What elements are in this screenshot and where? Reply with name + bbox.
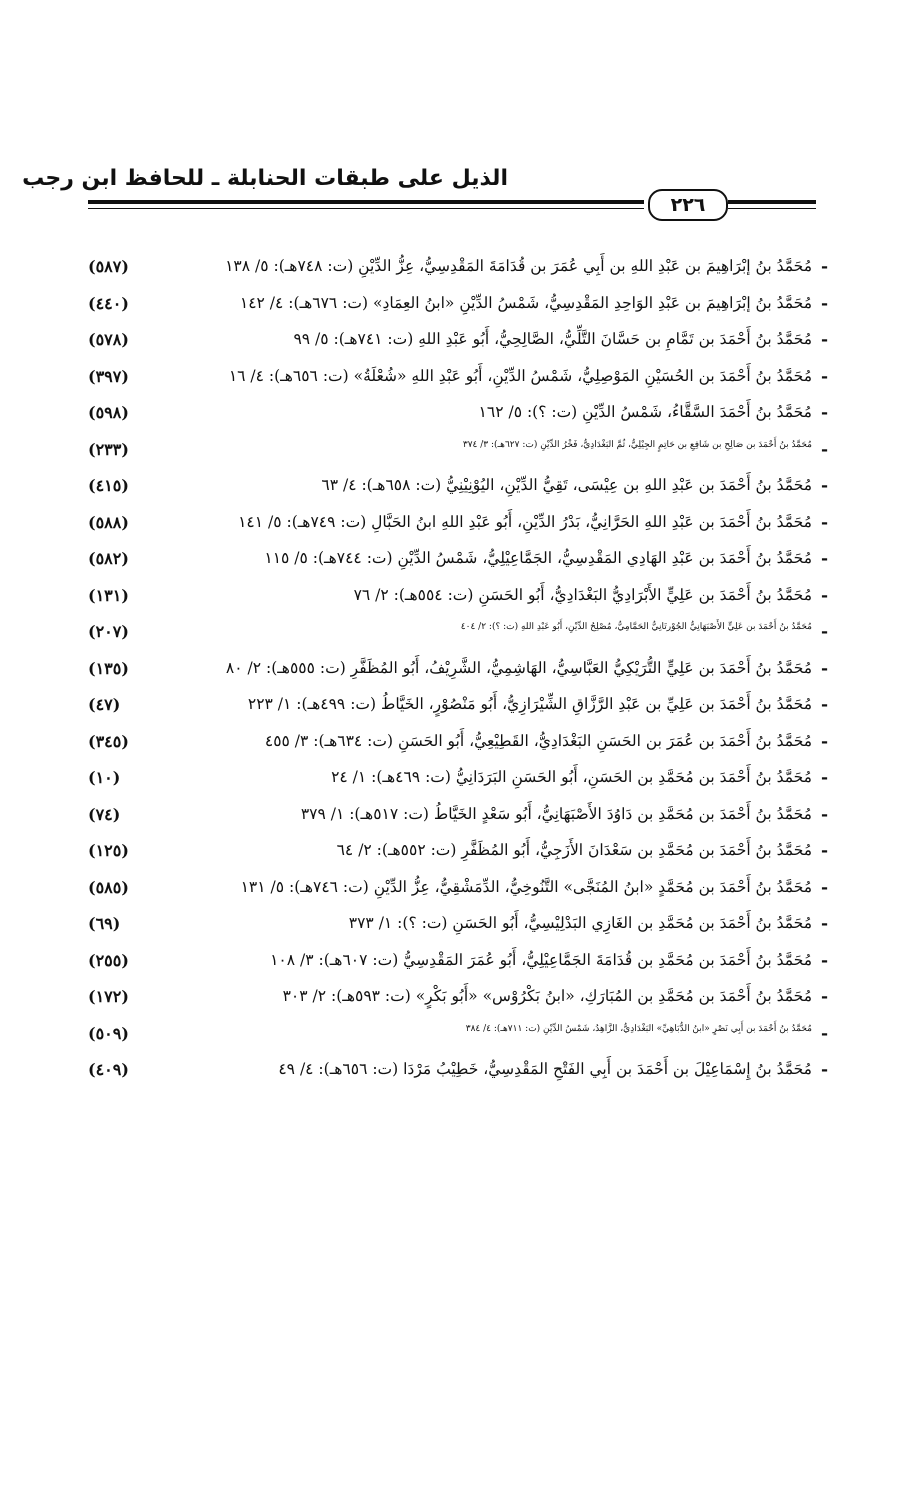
entry-number: (٥٨٥) bbox=[88, 877, 129, 897]
index-entries bbox=[88, 255, 828, 1095]
header-rule-thin bbox=[88, 208, 644, 209]
entry-number: (٣٩٧) bbox=[88, 366, 129, 386]
entry-bullet: - bbox=[820, 841, 828, 861]
index-entry bbox=[88, 693, 828, 730]
entry-text: مُحَمَّدُ بنُ إبْرَاهِيمَ بن عَبْدِ الوَاحِدِ المَقْدِسِيُّ، شَمْسُ الدِّيْنِ «ابنُ العِمَادِ» (ت: ٦٧٦هـ): ٤/ ١٤٢ bbox=[239, 293, 812, 312]
index-entry bbox=[88, 730, 828, 767]
index-entry bbox=[88, 365, 828, 402]
entry-bullet: - bbox=[820, 585, 828, 606]
entry-bullet: - bbox=[820, 293, 828, 314]
entry-number: (١٣٥) bbox=[88, 658, 129, 678]
entry-bullet: - bbox=[820, 439, 828, 460]
index-entry bbox=[88, 584, 828, 621]
entry-number: (٤١٥) bbox=[88, 476, 129, 495]
index-entry bbox=[88, 803, 828, 840]
entry-bullet: - bbox=[820, 366, 828, 387]
entry-text: مُحَمَّدُ بنُ أَحْمَدَ بن عَلِيِّ بن عَبْدِ الرَّزَّاقِ الشِّيْرَازِيُّ، أَبُو مَنْصُوْرٍ، الخَيَّاطُ (ت: ٤٩٩هـ): ١/ ٢٢٣ bbox=[247, 695, 812, 713]
entry-bullet: - bbox=[820, 257, 828, 277]
index-entry bbox=[88, 328, 828, 365]
entry-text: مُحَمَّدُ بنُ أَحْمَدَ بن مُحَمَّدِ بن الحَسَنِ، أَبُو الحَسَنِ البَرَدَانِيُّ (ت: ٤٦٩هـ): ١/ ٢٤ bbox=[331, 768, 812, 786]
entry-text: مُحَمَّدُ بنُ أَحْمَدَ بن مُحَمَّدِ بن المُبَارَكِ، «ابنُ بَكْرُوْس» «أَبُو بَكْرٍ» (ت: ٥٩٣هـ): ٢/ ٣٠٣ bbox=[282, 987, 812, 1005]
entry-bullet: - bbox=[820, 658, 828, 679]
entry-text: مُحَمَّدُ بنُ أَحْمَدَ بن عَلِيٍّ الأَصْبَهَانِيُّ الجُوْرتَانِيُّ الحَمَّامِيُّ، مُصْلِحُ الدِّيْنِ، أَبُو عَبْدِ اللهِ (ت: ؟): ٢/ ٤٠٤ bbox=[460, 622, 812, 632]
entry-bullet: - bbox=[820, 768, 828, 788]
entry-bullet: - bbox=[820, 1023, 828, 1044]
entry-number: (٢٣٣) bbox=[88, 439, 129, 459]
entry-number: (٢٠٧) bbox=[88, 622, 129, 641]
index-entry bbox=[88, 657, 828, 694]
entry-number: (٧٤) bbox=[88, 804, 121, 824]
entry-number: (٤٤٠) bbox=[88, 293, 129, 313]
entry-text: مُحَمَّدُ بنُ أَحْمَدَ بن الحُسَيْنِ المَوْصِلِيُّ، شَمْسُ الدِّيْنِ، أَبُو عَبْدِ اللهِ «شُعْلَةُ» (ت: ٦٥٦هـ): ٤/ ١٦ bbox=[228, 366, 812, 385]
entry-bullet: - bbox=[820, 877, 828, 898]
index-entry bbox=[88, 401, 828, 438]
entry-text: مُحَمَّدُ بنُ أَحْمَدَ بن مُحَمَّدِ بن قُدَامَةَ الجَمَّاعِيْلِيُّ، أَبُو عُمَرَ المَقْدِسِيُّ (ت: ٦٠٧هـ): ٣/ ١٠٨ bbox=[270, 950, 812, 969]
entry-number: (٥٧٨) bbox=[88, 330, 129, 349]
index-entry bbox=[88, 292, 828, 329]
entry-number: (٥٠٩) bbox=[88, 1023, 129, 1043]
page-number: ٢٢٦ bbox=[648, 189, 728, 221]
entry-text: مُحَمَّدُ بنُ أَحْمَدَ بن مُحَمَّدِ بن سَعْدَانَ الأَزَجِيُّ، أَبُو المُظَفَّرِ (ت: ٥٥٢هـ): ٢/ ٦٤ bbox=[336, 841, 812, 859]
entry-text: مُحَمَّدُ بنُ أَحْمَدَ بن عُمَرَ بن الحَسَنِ البَغْدَادِيُّ، القَطِيْعِيُّ، أَبُو الحَسَنِ (ت: ٦٣٤هـ): ٣/ ٤٥٥ bbox=[264, 731, 812, 750]
index-entry bbox=[88, 547, 828, 584]
entry-bullet: - bbox=[820, 695, 828, 715]
entry-number: (١٢٥) bbox=[88, 841, 129, 860]
entry-text: مُحَمَّدُ بنُ أَحْمَدَ بن مُحَمَّدٍ «ابنُ المُنَجَّى» التَّنُوخِيُّ، الدِّمَشْقِيُّ، عِزُّ الدِّيْنِ (ت: ٧٤٦هـ): ٥/ ١٣١ bbox=[240, 877, 812, 896]
entry-bullet: - bbox=[820, 804, 828, 825]
index-entry bbox=[88, 876, 828, 913]
entry-text: مُحَمَّدُ بنُ إبْرَاهِيمَ بن عَبْدِ اللهِ بن أَبِي عُمَرَ بن قُدَامَةَ المَقْدِسِيُّ، عِزُّ الدِّيْنِ (ت: ٧٤٨هـ): ٥/ ١٣٨ bbox=[225, 257, 812, 275]
index-entry bbox=[88, 1058, 828, 1095]
entry-number: (٥٩٨) bbox=[88, 403, 129, 422]
entry-number: (٢٥٥) bbox=[88, 950, 129, 970]
entry-text: مُحَمَّدُ بنُ أَحْمَدَ بن مُحَمَّدِ بن الغَازِي البَدْلِيْسِيُّ، أَبُو الحَسَنِ (ت: ؟): ١/ ٣٧٣ bbox=[348, 914, 812, 932]
header-rule bbox=[88, 200, 644, 204]
page-header bbox=[22, 162, 828, 222]
entry-text: مُحَمَّدُ بنُ أَحْمَدَ بن أَبِي نَصْرٍ «ابنُ الدُّبَاهِيِّ» البَغْدَادِيُّ، الزَّاهِدُ، شَمْسُ الدِّيْنِ (ت: ٧١١هـ): ٤/ ٣٨٤ bbox=[465, 1023, 812, 1034]
entry-bullet: - bbox=[820, 731, 828, 752]
entry-text: مُحَمَّدُ بنُ أَحْمَدَ بن عَبْدِ الهَادِي المَقْدِسِيُّ، الجَمَّاعِيْلِيُّ، شَمْسُ الدِّيْنِ (ت: ٧٤٤هـ): ٥/ ١١٥ bbox=[264, 549, 812, 567]
entry-bullet: - bbox=[820, 1060, 828, 1080]
index-entry bbox=[88, 985, 828, 1022]
entry-bullet: - bbox=[820, 914, 828, 934]
entry-bullet: - bbox=[820, 403, 828, 423]
index-entry bbox=[88, 1022, 828, 1059]
entry-text: مُحَمَّدُ بنُ إِسْمَاعِيْلَ بن أَحْمَدَ بن أَبِي الفَتْحِ المَقْدِسِيُّ، خَطِيْبُ مَرْدَا (ت: ٦٥٦هـ): ٤/ ٤٩ bbox=[278, 1060, 812, 1078]
entry-bullet: - bbox=[820, 987, 828, 1007]
index-entry bbox=[88, 620, 828, 657]
entry-text: مُحَمَّدُ بنُ أَحْمَدَ بن صَالِحِ بن شَافِعِ بن حَاتِمٍ الجِيْلِيُّ، ثُمَّ البَغْدَادِيُّ، فَخْرُ الدِّيْنِ (ت: ٦٢٧هـ): ٣/ ٣٧٤ bbox=[462, 439, 812, 450]
entry-number: (٤٧) bbox=[88, 695, 121, 714]
entry-number: (١٣١) bbox=[88, 585, 129, 605]
entry-text: مُحَمَّدُ بنُ أَحْمَدَ بن عَلِيٍّ الأَبْرَادِيُّ البَغْدَادِيُّ، أَبُو الحَسَنِ (ت: ٥٥٤هـ): ٢/ ٧٦ bbox=[353, 585, 812, 604]
entry-number: (٥٨٧) bbox=[88, 257, 129, 276]
entry-text: مُحَمَّدُ بنُ أَحْمَدَ بن عَلِيٍّ التُّرَيْكِيُّ العَبَّاسِيُّ، الهَاشِمِيُّ، الشَّرِيْفُ، أَبُو المُظَفَّرِ (ت: ٥٥٥هـ): ٢/ ٨٠ bbox=[225, 658, 812, 677]
entry-number: (٥٨٨) bbox=[88, 512, 129, 532]
entry-number: (١٧٢) bbox=[88, 987, 129, 1006]
entry-bullet: - bbox=[820, 549, 828, 569]
entry-bullet: - bbox=[820, 622, 828, 642]
entry-bullet: - bbox=[820, 512, 828, 533]
entry-bullet: - bbox=[820, 476, 828, 496]
header-rule-thin bbox=[728, 208, 816, 209]
entry-text: مُحَمَّدُ بنُ أَحْمَدَ بن عَبْدِ اللهِ بن عِيْسَى، تَقِيُّ الدِّيْنِ، اليُوْنِيْنِيُّ (ت: ٦٥٨هـ): ٤/ ٦٣ bbox=[321, 476, 812, 494]
entry-number: (٦٩) bbox=[88, 914, 121, 933]
entry-number: (٤٠٩) bbox=[88, 1060, 129, 1079]
header-rule bbox=[728, 200, 816, 204]
entry-text: مُحَمَّدُ بنُ أَحْمَدَ السَّقَّاءُ، شَمْسُ الدِّيْنِ (ت: ؟): ٥/ ١٦٢ bbox=[478, 403, 812, 421]
index-entry bbox=[88, 766, 828, 803]
index-entry bbox=[88, 474, 828, 511]
entry-number: (٥٨٢) bbox=[88, 549, 129, 568]
index-entry bbox=[88, 511, 828, 548]
entry-text: مُحَمَّدُ بنُ أَحْمَدَ بن تَمَّامِ بن حَسَّانَ التَّلِّيُّ، الصَّالِحِيُّ، أَبُو عَبْدِ اللهِ (ت: ٧٤١هـ): ٥/ ٩٩ bbox=[293, 330, 812, 348]
index-entry bbox=[88, 912, 828, 949]
index-entry bbox=[88, 949, 828, 986]
index-entry bbox=[88, 255, 828, 292]
entry-text: مُحَمَّدُ بنُ أَحْمَدَ بن عَبْدِ اللهِ الحَرَّانِيُّ، بَدْرُ الدِّيْنِ، أَبُو عَبْدِ اللهِ ابنُ الحَبَّالِ (ت: ٧٤٩هـ): ٥/ ١٤١ bbox=[238, 512, 812, 531]
entry-bullet: - bbox=[820, 950, 828, 971]
entry-bullet: - bbox=[820, 330, 828, 350]
entry-number: (١٠) bbox=[88, 768, 121, 787]
index-entry bbox=[88, 839, 828, 876]
entry-text: مُحَمَّدُ بنُ أَحْمَدَ بن مُحَمَّدِ بن دَاوُدَ الأَصْبَهَانِيُّ، أَبُو سَعْدٍ الخَيَّاطُ (ت: ٥١٧هـ): ١/ ٣٧٩ bbox=[300, 804, 812, 823]
index-entry bbox=[88, 438, 828, 475]
entry-number: (٣٤٥) bbox=[88, 731, 129, 751]
book-title: الذيل على طبقات الحنابلة ـ للحافظ ابن رجب bbox=[22, 166, 508, 191]
